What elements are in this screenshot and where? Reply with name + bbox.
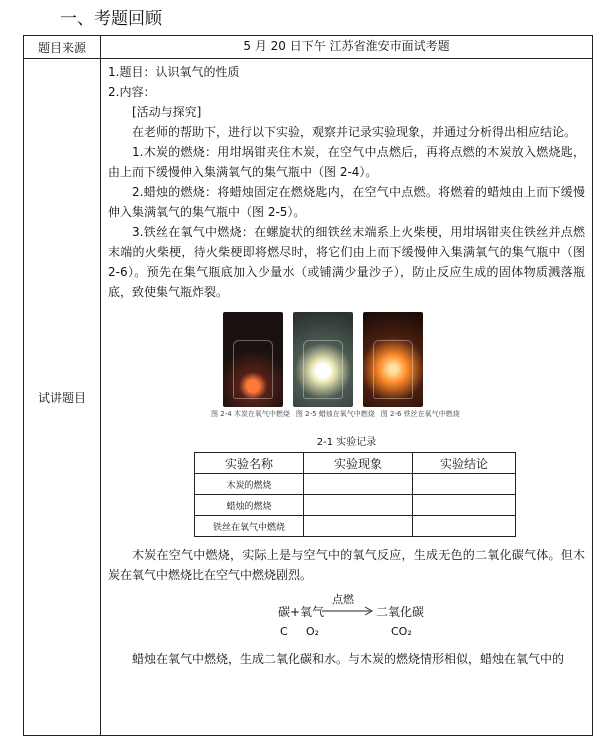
candle-photo (293, 312, 353, 407)
content-row (24, 59, 593, 736)
photo-captions (211, 409, 585, 419)
section-heading: 一、考题回顾 (60, 9, 162, 29)
header-row (24, 36, 593, 59)
record-table (194, 452, 516, 537)
topic-line: 1.题目：认识氧气的性质 (108, 65, 240, 79)
chemical-equation (108, 593, 585, 643)
record-table-title: 2-1 实验记录 (316, 437, 377, 448)
topic-label: 试讲题目 (24, 59, 101, 736)
caption-2-5: 图 2-5 蜡烛在氧气中燃烧 (295, 410, 375, 418)
source-label: 题目来源 (24, 36, 101, 59)
eq-symbol-co2: CO₂ (391, 625, 412, 638)
table-row (195, 495, 516, 516)
eq-symbol-c: C (280, 625, 288, 638)
record-header-conclusion: 实验结论 (413, 453, 516, 474)
row-name: 木炭的燃烧 (195, 474, 304, 495)
row-name: 蜡烛的燃烧 (195, 495, 304, 516)
caption-2-6: 图 2-6 铁丝在氧气中燃烧 (380, 410, 460, 418)
experiment-photos (223, 312, 585, 407)
reaction-arrow-icon (322, 606, 374, 616)
activity-label: [活动与探究] (132, 105, 202, 119)
step-2-text: 2.蜡烛的燃烧：将蜡烛固定在燃烧匙内，在空气中点燃。将燃着的蜡烛由上而下缓慢伸入集满氧气的集气瓶中（图 2-5）。 (108, 185, 585, 219)
eq-product: 二氧化碳 (376, 605, 425, 619)
step-3-text: 3.铁丝在氧气中燃烧：在螺旋状的细铁丝末端系上火柴梗，用坩埚钳夹住铁丝并点燃末端的火柴梗，待火柴梗即将燃尽时，将它们由上而下缓慢伸入集满氧气的集气瓶中（图 2-6）。预先在集气瓶底加入少量水（或铺满少量沙子），防止反应生成的固体物质溅落瓶底，致使集气瓶炸裂。 (108, 225, 585, 299)
intro-text: 在老师的帮助下，进行以下实验，观察并记录实验现象，并通过分析得出相应结论。 (132, 125, 577, 139)
eq-reactants: 碳+氧气 (278, 605, 325, 619)
source-value: 5 月 20 日下午 江苏省淮安市面试考题 (101, 36, 593, 59)
question-table (23, 35, 593, 736)
content-cell (101, 59, 593, 736)
iron-wire-photo (363, 312, 423, 407)
eq-symbol-o2: O₂ (306, 625, 320, 638)
eq-condition: 点燃 (332, 593, 354, 606)
charcoal-paragraph: 木炭在空气中燃烧，实际上是与空气中的氧气反应，生成无色的二氧化碳气体。但木炭在氧气中燃烧比在空气中燃烧剧烈。 (108, 548, 585, 582)
candle-paragraph: 蜡烛在氧气中燃烧，生成二氧化碳和水。与木炭的燃烧情形相似，蜡烛在氧气中的 (132, 652, 565, 666)
content-line: 2.内容： (108, 85, 156, 99)
record-header-name: 实验名称 (195, 453, 304, 474)
caption-2-4: 图 2-4 木炭在氧气中燃烧 (211, 410, 290, 418)
table-row (195, 474, 516, 495)
record-header-row (195, 453, 516, 474)
step-1-text: 1.木炭的燃烧：用坩埚钳夹住木炭，在空气中点燃后，再将点燃的木炭放入燃烧匙，由上而下缓慢伸入集满氧气的集气瓶中（图 2-4）。 (108, 145, 585, 179)
record-header-phenomenon: 实验现象 (304, 453, 413, 474)
table-row (195, 516, 516, 537)
row-name: 铁丝在氧气中燃烧 (195, 516, 304, 537)
charcoal-photo (223, 312, 283, 407)
